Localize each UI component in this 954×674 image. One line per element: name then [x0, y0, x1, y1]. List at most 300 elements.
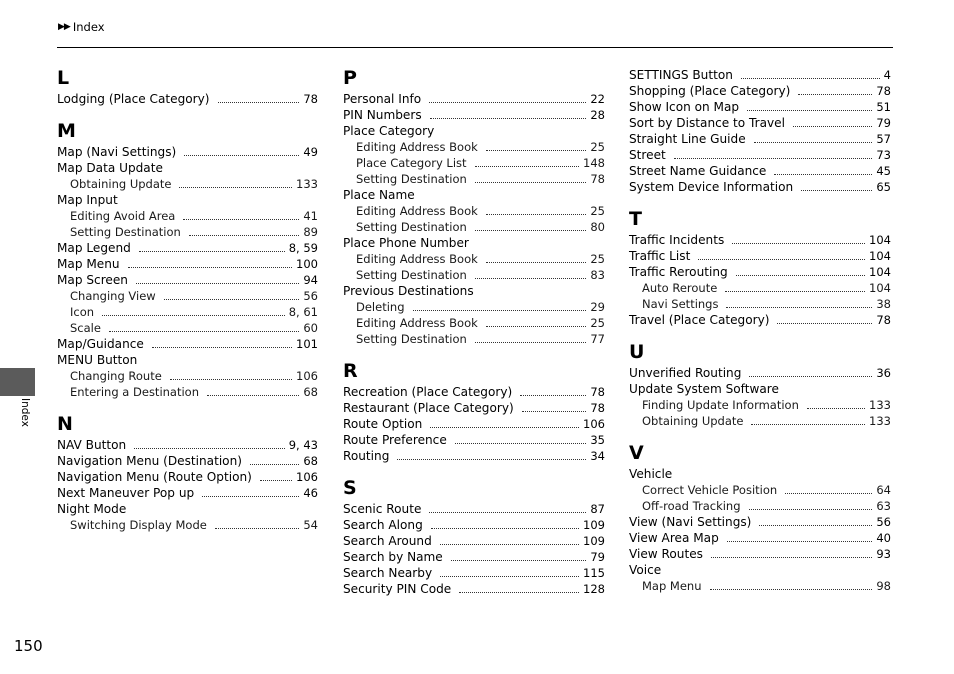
entry-page[interactable]: 40 [876, 531, 891, 545]
index-section [343, 360, 605, 464]
dot-leader [397, 448, 586, 460]
entry-page[interactable]: 104 [869, 233, 891, 247]
dot-leader [674, 147, 873, 159]
dot-leader [431, 517, 579, 529]
entry-page[interactable]: 68 [303, 385, 318, 399]
entry-term: Switching Display Mode [70, 518, 207, 532]
index-subentry[interactable] [629, 397, 891, 413]
entry-page[interactable]: 35 [590, 433, 605, 447]
entry-page[interactable]: 28 [590, 108, 605, 122]
index-subentry[interactable] [343, 251, 605, 267]
entry-term: Auto Reroute [642, 281, 718, 295]
index-subentry[interactable] [57, 368, 318, 384]
index-subentry[interactable] [57, 208, 318, 224]
entry-page[interactable]: 104 [869, 249, 891, 263]
dot-leader [522, 400, 587, 412]
index-entry[interactable] [343, 501, 605, 517]
dot-leader [751, 413, 865, 425]
entry-term: Setting Destination [356, 332, 467, 346]
index-entry[interactable] [57, 256, 318, 272]
entry-page[interactable]: 109 [583, 518, 605, 532]
entry-page[interactable]: 133 [296, 177, 318, 191]
section-letter: V [629, 442, 644, 464]
dot-leader [128, 256, 292, 268]
header-divider [57, 47, 893, 48]
entry-term: Map/Guidance [57, 337, 144, 351]
index-entry[interactable] [629, 115, 891, 131]
dot-leader [774, 163, 872, 175]
index-entry[interactable] [343, 123, 605, 139]
entry-page[interactable]: 104 [869, 281, 891, 295]
entry-page[interactable]: 36 [876, 366, 891, 380]
index-entry[interactable] [343, 549, 605, 565]
entry-page[interactable]: 41 [303, 209, 318, 223]
dot-leader [202, 485, 299, 497]
index-subentry[interactable] [57, 288, 318, 304]
dot-leader [440, 565, 579, 577]
dot-leader [152, 336, 292, 348]
entry-term: Security PIN Code [343, 582, 452, 596]
entry-term: Off-road Tracking [642, 499, 741, 513]
dot-leader [179, 176, 292, 188]
entry-term: Editing Address Book [356, 252, 478, 266]
side-tab-label: Index [19, 398, 31, 427]
dot-leader [710, 578, 873, 590]
entry-term: Travel (Place Category) [629, 313, 770, 327]
entry-term: Finding Update Information [642, 398, 799, 412]
double-arrow-icon: ▶▶ [58, 22, 70, 32]
index-entry[interactable] [629, 232, 891, 248]
index-subentry[interactable] [629, 413, 891, 429]
dot-leader [486, 251, 587, 263]
entry-page[interactable]: 51 [876, 100, 891, 114]
index-entry[interactable] [57, 437, 318, 453]
entry-term: Editing Address Book [356, 316, 478, 330]
index-section [629, 67, 891, 195]
entry-term: Personal Info [343, 92, 422, 106]
dot-leader [711, 546, 872, 558]
dot-leader [429, 501, 586, 513]
index-subentry[interactable] [629, 296, 891, 312]
entry-term: Navigation Menu (Destination) [57, 454, 242, 468]
entry-page[interactable]: 29 [590, 300, 605, 314]
entry-term: Traffic Rerouting [629, 265, 728, 279]
section-letter: L [57, 67, 70, 89]
dot-leader [727, 530, 873, 542]
dot-leader [725, 280, 865, 292]
dot-leader [801, 179, 872, 191]
dot-leader [475, 267, 587, 279]
dot-leader [698, 248, 865, 260]
entry-page[interactable]: 60 [303, 321, 318, 335]
dot-leader [749, 365, 872, 377]
index-entry[interactable] [343, 448, 605, 464]
section-letter: U [629, 341, 645, 363]
entry-term: Next Maneuver Pop up [57, 486, 195, 500]
entry-term: Navi Settings [642, 297, 719, 311]
index-subentry[interactable] [343, 299, 605, 315]
entry-term: Traffic Incidents [629, 233, 725, 247]
entry-term: Place Category List [356, 156, 467, 170]
index-entry[interactable] [629, 514, 891, 530]
dot-leader [486, 315, 587, 327]
dot-leader [184, 144, 299, 156]
entry-term: Setting Destination [70, 225, 181, 239]
section-letter: S [343, 477, 357, 499]
index-entry[interactable] [343, 107, 605, 123]
entry-term: Map Legend [57, 241, 131, 255]
entry-page[interactable]: 38 [876, 297, 891, 311]
dot-leader [207, 384, 299, 396]
entry-term: Traffic List [629, 249, 691, 263]
dot-leader [440, 533, 579, 545]
entry-term: Obtaining Update [70, 177, 172, 191]
entry-page[interactable]: 133 [869, 398, 891, 412]
entry-term: Changing View [70, 289, 156, 303]
entry-page[interactable]: 83 [590, 268, 605, 282]
entry-page[interactable]: 101 [296, 337, 318, 351]
index-entry[interactable] [629, 179, 891, 195]
index-entry[interactable] [343, 187, 605, 203]
entry-page[interactable]: 9, 43 [288, 438, 318, 452]
entry-term: Obtaining Update [642, 414, 744, 428]
entry-page[interactable]: 4 [883, 68, 891, 82]
index-entry[interactable] [343, 91, 605, 107]
index-section [629, 341, 891, 429]
index-entry[interactable] [343, 581, 605, 597]
entry-page[interactable]: 79 [876, 116, 891, 130]
index-section [629, 208, 891, 328]
entry-page[interactable]: 56 [876, 515, 891, 529]
index-entry[interactable] [629, 264, 891, 280]
dot-leader [164, 288, 300, 300]
entry-page[interactable]: 98 [876, 579, 891, 593]
entry-term: Editing Address Book [356, 140, 478, 154]
dot-leader [475, 171, 587, 183]
entry-term: Restaurant (Place Category) [343, 401, 514, 415]
index-entry[interactable] [343, 283, 605, 299]
entry-page[interactable]: 56 [303, 289, 318, 303]
entry-term: Deleting [356, 300, 405, 314]
section-letter: M [57, 120, 76, 142]
index-section [57, 120, 318, 400]
dot-leader [793, 115, 872, 127]
entry-term: Setting Destination [356, 172, 467, 186]
entry-page[interactable]: 78 [876, 84, 891, 98]
index-entry[interactable] [343, 565, 605, 581]
entry-term: Route Preference [343, 433, 447, 447]
entry-term: Place Category [343, 124, 435, 138]
entry-term: NAV Button [57, 438, 127, 452]
entry-term: Editing Address Book [356, 204, 478, 218]
dot-leader [455, 432, 587, 444]
entry-page[interactable]: 34 [590, 449, 605, 463]
entry-page[interactable]: 104 [869, 265, 891, 279]
dot-leader [736, 264, 865, 276]
index-entry[interactable] [343, 533, 605, 549]
dot-leader [807, 397, 865, 409]
entry-term: PIN Numbers [343, 108, 422, 122]
dot-leader [486, 139, 587, 151]
dot-leader [798, 83, 872, 95]
entry-page[interactable]: 45 [876, 164, 891, 178]
entry-page[interactable]: 25 [590, 204, 605, 218]
entry-page[interactable]: 49 [303, 145, 318, 159]
entry-page[interactable]: 106 [296, 470, 318, 484]
dot-leader [732, 232, 865, 244]
index-subentry[interactable] [57, 176, 318, 192]
index-entry[interactable] [57, 192, 318, 208]
index-column-1 [57, 66, 318, 546]
entry-page[interactable]: 22 [590, 92, 605, 106]
dot-leader [183, 208, 299, 220]
dot-leader [134, 437, 285, 449]
index-subentry[interactable] [343, 155, 605, 171]
entry-page[interactable]: 78 [590, 172, 605, 186]
index-subentry[interactable] [57, 224, 318, 240]
dot-leader [413, 299, 587, 311]
entry-term: Lodging (Place Category) [57, 92, 210, 106]
section-letter: R [343, 360, 358, 382]
entry-page[interactable]: 79 [590, 550, 605, 564]
dot-leader [726, 296, 872, 308]
entry-page[interactable]: 57 [876, 132, 891, 146]
index-entry[interactable] [629, 131, 891, 147]
index-entry[interactable] [343, 400, 605, 416]
index-subentry[interactable] [343, 219, 605, 235]
entry-term: Map Screen [57, 273, 128, 287]
entry-page[interactable]: 109 [583, 534, 605, 548]
index-entry[interactable] [629, 381, 891, 397]
entry-term: Setting Destination [356, 268, 467, 282]
breadcrumb[interactable] [58, 20, 105, 34]
index-subentry[interactable] [629, 578, 891, 594]
index-entry[interactable] [629, 365, 891, 381]
index-subentry[interactable] [629, 498, 891, 514]
index-entry[interactable] [343, 416, 605, 432]
entry-page[interactable]: 54 [303, 518, 318, 532]
dot-leader [486, 203, 587, 215]
dot-leader [139, 240, 285, 252]
dot-leader [215, 517, 300, 529]
index-subentry[interactable] [343, 267, 605, 283]
entry-page[interactable]: 115 [583, 566, 605, 580]
entry-page[interactable]: 93 [876, 547, 891, 561]
index-subentry[interactable] [57, 320, 318, 336]
entry-term: Update System Software [629, 382, 779, 396]
entry-term: Changing Route [70, 369, 162, 383]
entry-page[interactable]: 8, 59 [288, 241, 318, 255]
index-entry[interactable] [629, 466, 891, 482]
entry-term: Recreation (Place Category) [343, 385, 513, 399]
entry-term: Straight Line Guide [629, 132, 746, 146]
dot-leader [451, 549, 587, 561]
index-entry[interactable] [57, 91, 318, 107]
index-subentry[interactable] [57, 304, 318, 320]
index-section [57, 413, 318, 533]
index-entry[interactable] [57, 469, 318, 485]
entry-term: Routing [343, 449, 390, 463]
section-letter: N [57, 413, 73, 435]
index-entry[interactable] [343, 517, 605, 533]
index-subentry[interactable] [629, 482, 891, 498]
dot-leader [170, 368, 292, 380]
dot-leader [475, 155, 580, 167]
entry-term: System Device Information [629, 180, 794, 194]
index-entry[interactable] [57, 240, 318, 256]
index-entry[interactable] [57, 485, 318, 501]
index-subentry[interactable] [57, 384, 318, 400]
index-entry[interactable] [343, 384, 605, 400]
entry-term: Search Nearby [343, 566, 433, 580]
index-subentry[interactable] [343, 171, 605, 187]
entry-page[interactable]: 78 [590, 385, 605, 399]
dot-leader [749, 498, 873, 510]
entry-term: Sort by Distance to Travel [629, 116, 785, 130]
index-column-2 [343, 66, 605, 610]
entry-term: Setting Destination [356, 220, 467, 234]
index-subentry[interactable] [629, 280, 891, 296]
dot-leader [759, 514, 872, 526]
entry-page[interactable]: 68 [303, 454, 318, 468]
index-entry[interactable] [629, 83, 891, 99]
entry-page[interactable]: 78 [303, 92, 318, 106]
index-entry[interactable] [57, 336, 318, 352]
index-column-3 [629, 67, 891, 607]
index-entry[interactable] [57, 144, 318, 160]
entry-page[interactable]: 65 [876, 180, 891, 194]
dot-leader [430, 416, 579, 428]
page-number: 150 [14, 637, 43, 655]
entry-page[interactable]: 78 [590, 401, 605, 415]
entry-term: Night Mode [57, 502, 127, 516]
entry-term: Street [629, 148, 666, 162]
breadcrumb-label[interactable]: Index [72, 20, 105, 34]
entry-page[interactable]: 148 [583, 156, 605, 170]
entry-page[interactable]: 94 [303, 273, 318, 287]
side-tab-marker [0, 368, 35, 396]
dot-leader [218, 91, 300, 103]
entry-term: Map Data Update [57, 161, 163, 175]
entry-term: Place Name [343, 188, 415, 202]
entry-term: Map Menu [57, 257, 120, 271]
index-entry[interactable] [629, 67, 891, 83]
entry-page[interactable]: 106 [583, 417, 605, 431]
index-subentry[interactable] [57, 517, 318, 533]
dot-leader [102, 304, 285, 316]
index-entry[interactable] [57, 352, 318, 368]
dot-leader [475, 331, 587, 343]
dot-leader [475, 219, 587, 231]
index-subentry[interactable] [343, 331, 605, 347]
dot-leader [250, 453, 299, 465]
index-section [629, 442, 891, 594]
entry-page[interactable]: 63 [876, 499, 891, 513]
index-entry[interactable] [343, 235, 605, 251]
entry-page[interactable]: 8, 61 [288, 305, 318, 319]
entry-page[interactable]: 73 [876, 148, 891, 162]
entry-page[interactable]: 25 [590, 140, 605, 154]
index-entry[interactable] [629, 248, 891, 264]
entry-term: Scenic Route [343, 502, 422, 516]
entry-term: Voice [629, 563, 662, 577]
entry-page[interactable]: 77 [590, 332, 605, 346]
index-entry[interactable] [343, 432, 605, 448]
index-entry[interactable] [57, 272, 318, 288]
entry-page[interactable]: 25 [590, 316, 605, 330]
index-subentry[interactable] [343, 315, 605, 331]
index-entry[interactable] [629, 163, 891, 179]
dot-leader [785, 482, 872, 494]
section-letter: P [343, 67, 357, 89]
entry-page[interactable]: 64 [876, 483, 891, 497]
dot-leader [747, 99, 872, 111]
entry-term: Previous Destinations [343, 284, 474, 298]
entry-page[interactable]: 78 [876, 313, 891, 327]
entry-term: Icon [70, 305, 95, 319]
entry-term: View (Navi Settings) [629, 515, 752, 529]
dot-leader [136, 272, 299, 284]
entry-page[interactable]: 46 [303, 486, 318, 500]
dot-leader [109, 320, 299, 332]
index-subentry[interactable] [343, 139, 605, 155]
index-entry[interactable] [629, 546, 891, 562]
entry-term: View Area Map [629, 531, 719, 545]
entry-term: Route Option [343, 417, 423, 431]
entry-term: Entering a Destination [70, 385, 199, 399]
entry-page[interactable]: 80 [590, 220, 605, 234]
index-entry[interactable] [57, 160, 318, 176]
dot-leader [260, 469, 292, 481]
dot-leader [741, 67, 880, 79]
entry-term: Search by Name [343, 550, 443, 564]
dot-leader [777, 312, 872, 324]
entry-page[interactable]: 89 [303, 225, 318, 239]
index-entry[interactable] [629, 312, 891, 328]
dot-leader [754, 131, 873, 143]
index-entry[interactable] [629, 562, 891, 578]
index-entry[interactable] [629, 147, 891, 163]
entry-term: View Routes [629, 547, 703, 561]
entry-term: Search Along [343, 518, 423, 532]
entry-term: Editing Avoid Area [70, 209, 176, 223]
dot-leader [429, 91, 586, 103]
entry-term: Map Input [57, 193, 118, 207]
index-entry[interactable] [57, 501, 318, 517]
entry-page[interactable]: 87 [590, 502, 605, 516]
entry-term: Scale [70, 321, 101, 335]
entry-term: Shopping (Place Category) [629, 84, 791, 98]
entry-term: Navigation Menu (Route Option) [57, 470, 252, 484]
index-entry[interactable] [629, 99, 891, 115]
index-section [343, 67, 605, 347]
entry-page[interactable]: 106 [296, 369, 318, 383]
index-entry[interactable] [629, 530, 891, 546]
entry-page[interactable]: 25 [590, 252, 605, 266]
section-letter: T [629, 208, 642, 230]
entry-page[interactable]: 133 [869, 414, 891, 428]
entry-page[interactable]: 100 [296, 257, 318, 271]
dot-leader [430, 107, 587, 119]
index-subentry[interactable] [343, 203, 605, 219]
entry-term: Search Around [343, 534, 432, 548]
entry-page[interactable]: 128 [583, 582, 605, 596]
index-section [57, 67, 318, 107]
dot-leader [189, 224, 300, 236]
entry-term: Place Phone Number [343, 236, 469, 250]
entry-term: Map (Navi Settings) [57, 145, 177, 159]
index-entry[interactable] [57, 453, 318, 469]
